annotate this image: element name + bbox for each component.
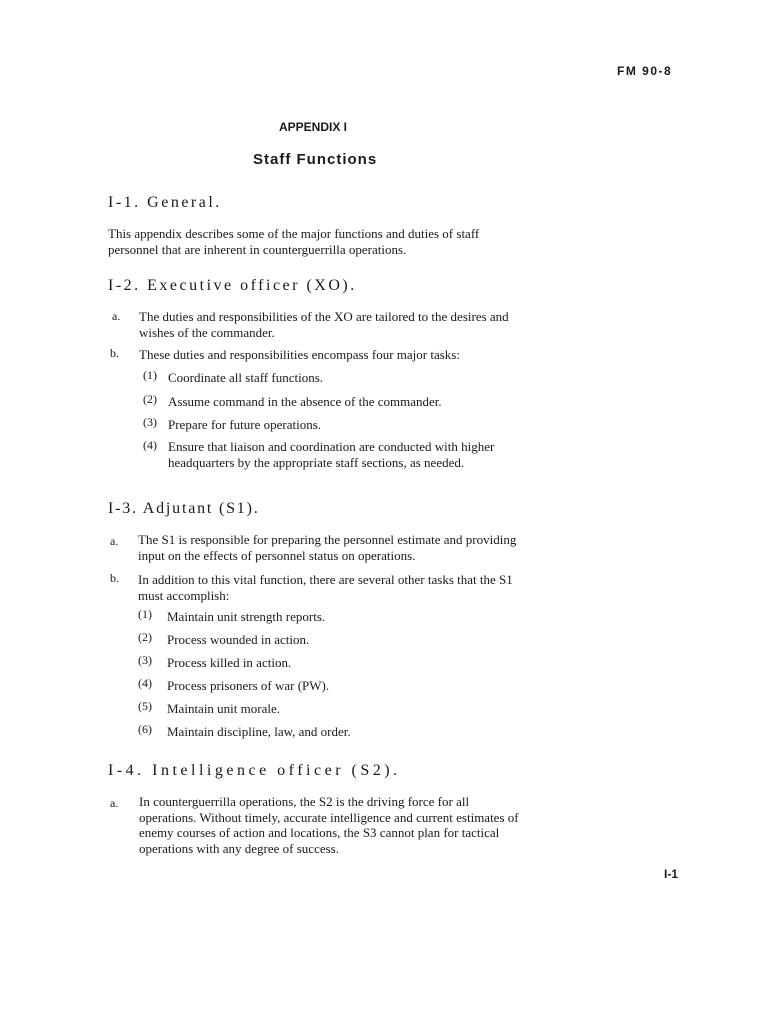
paragraph-text: In addition to this vital function, there are several other tasks that the S1 must accomplish: (138, 572, 513, 603)
list-item-number: (1) (138, 607, 152, 621)
list-item-number: (2) (143, 392, 157, 406)
section-heading-s1: I-3. Adjutant (S1). (108, 500, 260, 517)
paragraph-marker: b. (110, 571, 119, 585)
list-item-text: Process killed in action. (167, 655, 292, 670)
section-general-intro: This appendix describes some of the major functions and duties of staff personnel that are inherent in counterguerrilla operations. (108, 226, 480, 257)
paragraph-text: In counterguerrilla operations, the S2 is the driving force for all operations. Without timely, accurate intelligence and current estimates of enemy courses of action and locations, the S3 cannot plan for tactical operations with any degree of success. (139, 794, 519, 856)
list-item-text: Ensure that liaison and coordination are conducted with higher headquarters by the appropriate staff sections, as needed. (168, 439, 495, 470)
list-item-number: (6) (138, 722, 152, 736)
list-item-text: Process wounded in action. (167, 632, 310, 647)
paragraph-marker: a. (112, 309, 121, 323)
page-number: I-1 (664, 867, 679, 881)
section-heading-general: I-1. General. (108, 194, 222, 211)
list-item-number: (3) (138, 653, 152, 667)
section-heading-xo: I-2. Executive officer (XO). (108, 277, 357, 294)
paragraph-marker: a. (110, 534, 119, 548)
page-title: Staff Functions (253, 151, 378, 168)
section-heading-s2: I-4. Intelligence officer (S2). (108, 762, 401, 779)
list-item-text: Maintain unit morale. (167, 701, 281, 716)
paragraph-text: The duties and responsibilities of the XO are tailored to the desires and wishes of the commander. (139, 309, 509, 340)
paragraph-text: These duties and responsibilities encompass four major tasks: (139, 347, 460, 362)
document-id: FM 90-8 (617, 64, 673, 78)
list-item-text: Prepare for future operations. (168, 417, 322, 432)
list-item-number: (4) (143, 438, 157, 452)
list-item-text: Coordinate all staff functions. (168, 370, 324, 385)
list-item-number: (3) (143, 415, 157, 429)
list-item-text: Process prisoners of war (PW). (167, 678, 330, 693)
paragraph-marker: a. (110, 796, 119, 810)
paragraph-marker: b. (110, 346, 119, 360)
list-item-number: (1) (143, 368, 157, 382)
list-item-number: (4) (138, 676, 152, 690)
paragraph-text: The S1 is responsible for preparing the personnel estimate and providing input on the effects of personnel status on operations. (138, 532, 517, 563)
list-item-number: (5) (138, 699, 152, 713)
list-item-text: Maintain unit strength reports. (167, 609, 326, 624)
list-item-number: (2) (138, 630, 152, 644)
list-item-text: Maintain discipline, law, and order. (167, 724, 351, 739)
list-item-text: Assume command in the absence of the commander. (168, 394, 442, 409)
appendix-label: APPENDIX I (279, 120, 348, 134)
